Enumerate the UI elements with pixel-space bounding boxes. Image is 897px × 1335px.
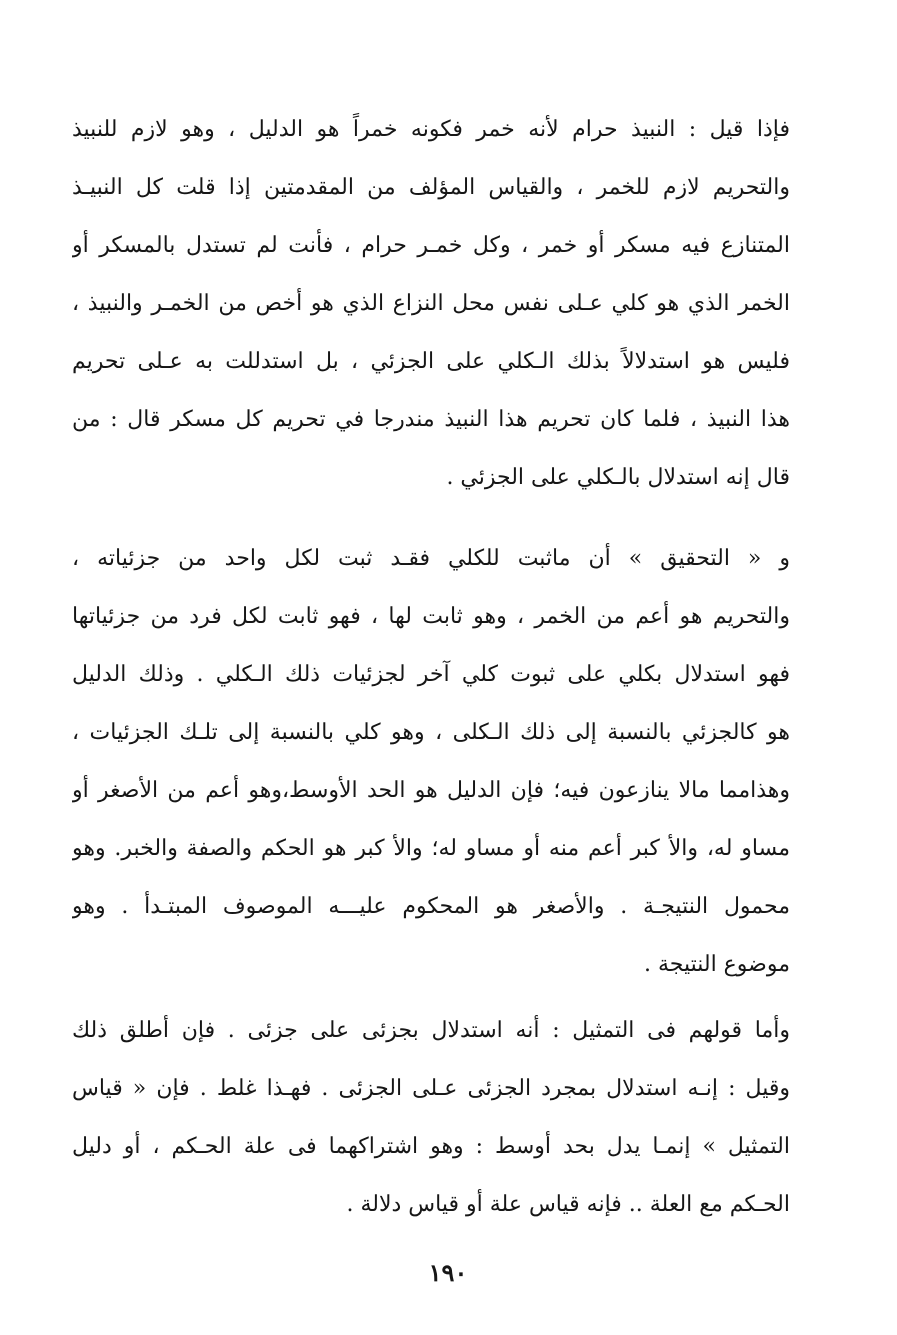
text-line: الخمر الذي هو كلي عـلى نفس محل النزاع الذي هو أخص من الخمـر والنبيذ ، xyxy=(72,291,790,316)
paragraph-1 xyxy=(72,101,790,507)
text-line: وقيل : إنـه استدلال بمجرد الجزئى عـلى الجزئى . فهـذا غلط . فإن « قياس xyxy=(72,1076,790,1101)
text-line: مساو له، والأ كبر أعم منه أو مساو له؛ والأ كبر هو الحكم والصفة والخبر. وهو xyxy=(72,836,790,861)
text-line: محمول النتيجـة . والأصغر هو المحكوم عليـــه الموصوف المبتـدأ . وهو xyxy=(72,894,790,919)
page-number: ١٩٠ xyxy=(428,1258,468,1287)
text-line: فهو استدلال بكلي على ثبوت كلي آخر لجزئيات ذلك الـكلي . وذلك الدليل xyxy=(72,662,790,687)
text-line: فليس هو استدلالاً بذلك الـكلي على الجزئي ، بل استدللت به عـلى تحريم xyxy=(72,349,790,374)
text-line: قال إنه استدلال بالـكلي على الجزئي . xyxy=(446,465,790,490)
paragraph-3 xyxy=(72,1002,790,1234)
text-line: و « التحقيق » أن ماثبت للكلي فقـد ثبت لكل واحد من جزئياته ، xyxy=(72,546,790,571)
text-line: هذا النبيذ ، فلما كان تحريم هذا النبيذ مندرجا في تحريم كل مسكر قال : من xyxy=(72,407,790,432)
text-line: والتحريم هو أعم من الخمر ، وهو ثابت لها ، فهو ثابت لكل فرد من جزئياتها xyxy=(72,604,790,629)
text-line: وأما قولهم فى التمثيل : أنه استدلال بجزئى على جزئى . فإن أطلق ذلك xyxy=(72,1018,790,1043)
text-line: التمثيل » إنمـا يدل بحد أوسط : وهو اشتراكهما فى علة الحـكم ، أو دليل xyxy=(72,1134,790,1159)
text-line: هو كالجزئي بالنسبة إلى ذلك الـكلى ، وهو كلي بالنسبة إلى تلـك الجزئيات ، xyxy=(72,720,790,745)
text-line: موضوع النتيجة . xyxy=(643,952,790,977)
text-line: والتحريم لازم للخمر ، والقياس المؤلف من المقدمتين إذا قلت كل النبيـذ xyxy=(72,175,790,200)
text-line: الحـكم مع العلة .. فإنه قياس علة أو قياس دلالة . xyxy=(346,1192,790,1217)
paragraph-2 xyxy=(72,530,790,994)
text-line: وهذامما مالا ينازعون فيه؛ فإن الدليل هو الحد الأوسط،وهو أعم من الأصغر أو xyxy=(72,778,790,803)
text-line: المتنازع فيه مسكر أو خمر ، وكل خمـر حرام ، فأنت لم تستدل بالمسكر أو xyxy=(72,233,790,258)
text-line: فإذا قيل : النبيذ حرام لأنه خمر فكونه خمراً هو الدليل ، وهو لازم للنبيذ xyxy=(72,117,790,142)
